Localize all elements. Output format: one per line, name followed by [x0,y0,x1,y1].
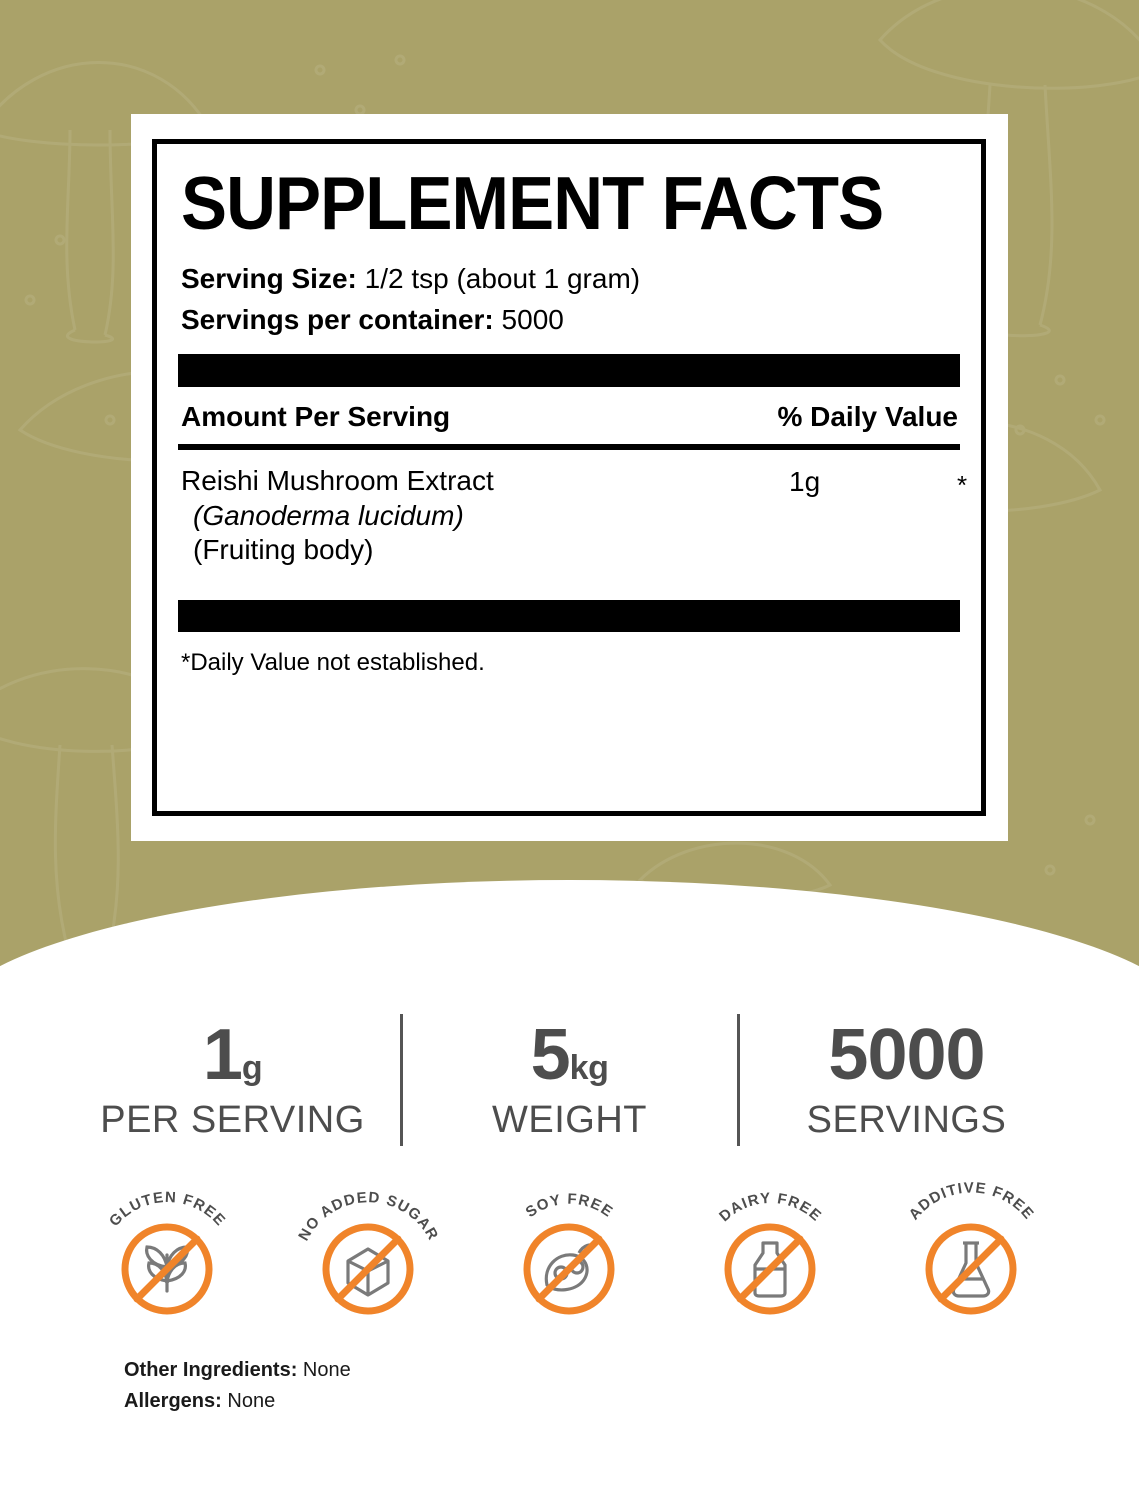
stat-per-serving-number [74,1014,392,1095]
column-header-rule [178,444,960,450]
badge-no-added-sugar [281,1182,456,1322]
serving-size-row [181,263,960,295]
stat-unit: kg [569,1048,609,1087]
serving-size-label: Serving Size: [181,263,357,294]
table-row [178,464,968,594]
stat-per-serving [74,1014,392,1142]
serving-size-value: 1/2 tsp (about 1 gram) [364,263,641,294]
other-ingredients-value: None [302,1359,351,1381]
certification-badges-row [0,1182,1139,1322]
header-separator-bar [178,354,960,387]
stat-value: 5000 [828,1014,985,1095]
badge-dairy-free [683,1182,858,1322]
ingredient-daily-value: * [957,470,968,500]
stat-servings-label: SERVINGS [806,1098,1007,1141]
badge-additive-free [884,1182,1059,1322]
stat-unit: g [241,1048,263,1087]
stat-value: 5 [530,1014,570,1095]
badge-no-added-sugar-label: NO ADDED SUGAR [295,1189,442,1244]
stat-divider [400,1014,403,1146]
stat-per-serving-label: PER SERVING [100,1098,365,1141]
servings-per-container-label: Servings per container: [181,304,494,335]
ingredient-name-block [181,464,960,568]
other-ingredients-label: Other Ingredients: [124,1359,298,1381]
allergens-label: Allergens: [124,1390,222,1412]
supplement-facts-title: SUPPLEMENT FACTS [181,161,884,245]
footer-text-block [124,1355,351,1417]
footer-separator-bar [178,600,960,632]
badge-gluten-free [80,1182,255,1322]
badge-additive-free-label: ADDITIVE FREE [905,1182,1038,1224]
badge-soy-free-label: SOY FREE [522,1190,617,1222]
table-column-headers [178,401,960,433]
ingredient-plant-part: (Fruiting body) [193,534,374,566]
servings-per-container-value: 5000 [501,304,564,335]
other-ingredients-row [124,1355,351,1386]
daily-value-footnote: *Daily Value not established. [181,649,485,676]
stat-servings [748,1014,1066,1142]
badge-soy-free [482,1182,657,1322]
svg-text:ADDITIVE FREE [906,1182,1038,1223]
servings-per-container-row [181,304,960,336]
product-stats-row [0,995,1139,1165]
daily-value-header: % Daily Value [777,401,958,432]
svg-text:DAIRY FREE [716,1190,825,1225]
badge-dairy-free-label: DAIRY FREE [716,1189,826,1226]
stat-weight-label: WEIGHT [492,1098,647,1141]
stat-servings-number [748,1014,1066,1095]
stat-value: 1 [202,1014,242,1095]
supplement-facts-panel [131,114,1008,841]
stat-weight-number [411,1014,729,1095]
badge-gluten-free-label: GLUTEN FREE [106,1188,230,1230]
svg-text:NO ADDED SUGAR [295,1189,442,1244]
svg-text:SOY FREE [523,1191,617,1221]
amount-per-serving-header: Amount Per Serving [181,401,451,432]
ingredient-amount: 1g [789,466,821,497]
allergens-row [124,1386,351,1417]
stat-divider [737,1014,740,1146]
ingredient-name: Reishi Mushroom Extract [181,465,494,496]
supplement-facts-box [152,139,986,816]
allergens-value: None [227,1390,276,1412]
ingredient-latin-name: (Ganoderma lucidum) [193,499,464,531]
stat-weight [411,1014,729,1142]
